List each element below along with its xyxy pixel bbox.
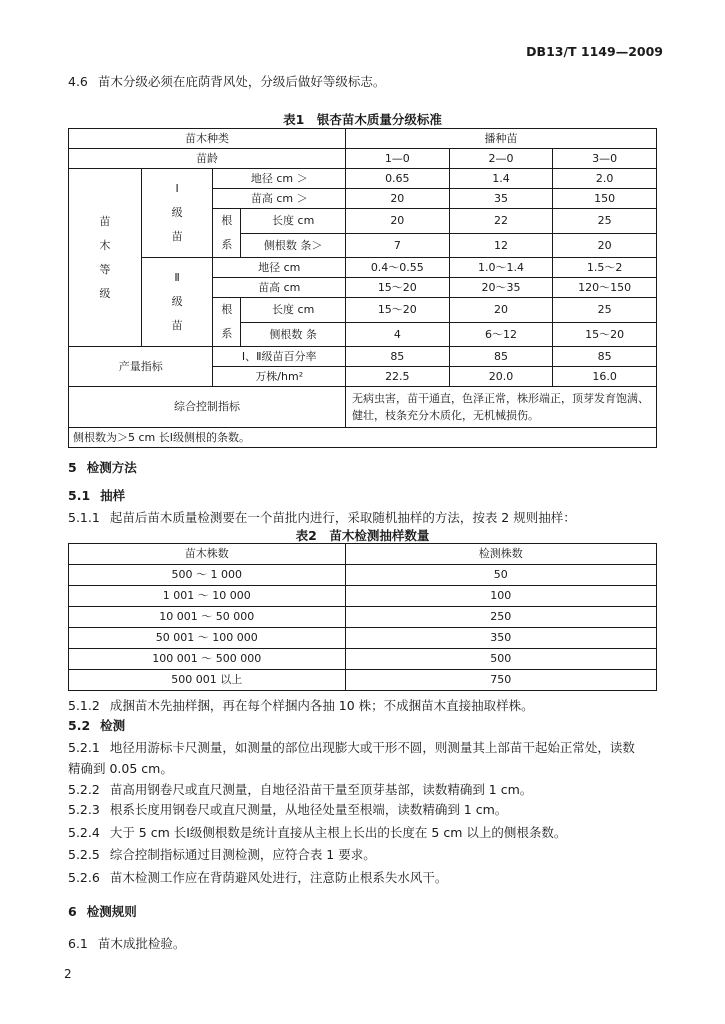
t1-g2-row-label: 地径 cm (213, 258, 346, 278)
table2-sampling-quantity (68, 543, 657, 691)
t2-range: 500 001 以上 (69, 670, 346, 691)
section-5-2-title: 5.2 检测 (68, 718, 126, 733)
t1-g2-row-label: 长度 cm (241, 298, 346, 323)
t2-sample: 250 (345, 607, 656, 628)
t1-g2-row-label: 苗高 cm (213, 278, 346, 298)
t1-age-label: 苗龄 (69, 149, 346, 169)
t1-cell: 15～20 (346, 278, 450, 298)
t1-head-seed: 播种苗 (346, 129, 657, 149)
t1-cell: 1.0～1.4 (449, 258, 553, 278)
t1-cell: 12 (449, 233, 553, 258)
t1-yield-row-label: 万株/hm² (213, 367, 346, 387)
t2-sample: 500 (345, 649, 656, 670)
clause-5-2-3: 5.2.3 根系长度用钢卷尺或直尺测量，从地径处量至根端，读数精确到 1 cm。 (68, 802, 508, 817)
t2-range: 1 001 ～ 10 000 (69, 586, 346, 607)
t1-cell: 20 (553, 233, 657, 258)
t1-cell: 7 (346, 233, 450, 258)
t1-root-label: 根系 (213, 209, 241, 258)
clause-5-1-2: 5.1.2 成捆苗木先抽样捆，再在每个样捆内各抽 10 株；不成捆苗木直接抽取样株。 (68, 698, 534, 713)
t1-cell: 25 (553, 209, 657, 234)
table1-grading-standard (68, 128, 657, 448)
t1-cell: 2.0 (553, 169, 657, 189)
clause-4-6: 4.6 苗木分级必须在庇荫背风处，分级后做好等级标志。 (68, 74, 386, 89)
t1-yield-label: 产量指标 (69, 347, 213, 387)
t1-root-label: 根系 (213, 298, 241, 347)
t2-range: 10 001 ～ 50 000 (69, 607, 346, 628)
t1-cell: 15～20 (553, 322, 657, 347)
t1-cell: 20.0 (449, 367, 553, 387)
t2-head-sample: 检测株数 (345, 544, 656, 565)
clause-5-2-2: 5.2.2 苗高用钢卷尺或直尺测量，自地径沿苗干量至顶芽基部，读数精确到 1 cm。 (68, 782, 533, 797)
t1-cell: 20 (346, 209, 450, 234)
t1-yield-row-label: Ⅰ、Ⅱ级苗百分率 (213, 347, 346, 367)
t2-sample: 50 (345, 565, 656, 586)
t1-cell: 22.5 (346, 367, 450, 387)
clause-5-2-6: 5.2.6 苗木检测工作应在背荫避风处进行，注意防止根系失水风干。 (68, 870, 448, 885)
section-6-title: 6 检测规则 (68, 904, 137, 919)
t1-cell: 120～150 (553, 278, 657, 298)
t1-cell: 25 (553, 298, 657, 323)
t1-g2-row-label: 侧根数 条 (241, 322, 346, 347)
t1-control-text: 无病虫害，苗干通直，色泽正常，株形端正，顶芽发育饱满、健壮，枝条充分木质化，无机械损伤。 (346, 387, 657, 428)
t1-cell: 20 (449, 298, 553, 323)
t1-cell: 1.5～2 (553, 258, 657, 278)
t1-g1-row-label: 地径 cm ＞ (213, 169, 346, 189)
t2-sample: 100 (345, 586, 656, 607)
section-5-1-title: 5.1 抽样 (68, 488, 126, 503)
doc-code: DB13/T 1149—2009 (526, 44, 663, 59)
page-number: 2 (64, 967, 72, 981)
t1-age-2: 2—0 (449, 149, 553, 169)
t1-cell: 85 (346, 347, 450, 367)
t2-sample: 750 (345, 670, 656, 691)
clause-5-2-4: 5.2.4 大于 5 cm 长Ⅰ级侧根数是统计直接从主根上长出的长度在 5 cm 以上的侧根条数。 (68, 825, 567, 840)
t1-age-3: 3—0 (553, 149, 657, 169)
t2-range: 50 001 ～ 100 000 (69, 628, 346, 649)
t1-g1-row-label: 侧根数 条＞ (241, 233, 346, 258)
table1-caption: 表1 银杏苗木质量分级标准 (283, 112, 442, 127)
clause-5-1-1: 5.1.1 起苗后苗木质量检测要在一个苗批内进行，采取随机抽样的方法，按表 2 规则抽样： (68, 510, 576, 525)
section-5-title: 5 检测方法 (68, 460, 137, 475)
t1-grade-group: 苗木等级 (69, 169, 142, 347)
t2-range: 100 001 ～ 500 000 (69, 649, 346, 670)
clause-6-1: 6.1 苗木成批检验。 (68, 936, 186, 951)
table2-caption: 表2 苗木检测抽样数量 (295, 528, 430, 543)
clause-5-2-1-cont: 精确到 0.05 cm。 (68, 761, 173, 776)
t1-g1-row-label: 长度 cm (241, 209, 346, 234)
t1-cell: 20～35 (449, 278, 553, 298)
t1-age-1: 1—0 (346, 149, 450, 169)
t1-grade2: Ⅱ级苗 (141, 258, 213, 347)
t1-cell: 35 (449, 189, 553, 209)
t1-cell: 15～20 (346, 298, 450, 323)
t1-cell: 0.65 (346, 169, 450, 189)
t1-control-label: 综合控制指标 (69, 387, 346, 428)
t1-cell: 85 (449, 347, 553, 367)
clause-5-2-1: 5.2.1 地径用游标卡尺测量，如测量的部位出现膨大或干形不圆，则测量其上部苗干起始正常处，读数 (68, 740, 635, 755)
t2-range: 500 ～ 1 000 (69, 565, 346, 586)
t1-cell: 22 (449, 209, 553, 234)
t1-cell: 20 (346, 189, 450, 209)
clause-5-2-5: 5.2.5 综合控制指标通过目测检测，应符合表 1 要求。 (68, 847, 376, 862)
t1-cell: 150 (553, 189, 657, 209)
t1-cell: 0.4～0.55 (346, 258, 450, 278)
t1-g1-row-label: 苗高 cm ＞ (213, 189, 346, 209)
t2-head-count: 苗木株数 (69, 544, 346, 565)
t1-cell: 85 (553, 347, 657, 367)
t1-head-type: 苗木种类 (69, 129, 346, 149)
t1-cell: 1.4 (449, 169, 553, 189)
t1-note: 侧根数为＞5 cm 长Ⅰ级侧根的条数。 (69, 428, 657, 448)
t1-cell: 6～12 (449, 322, 553, 347)
t1-grade1: Ⅰ级苗 (141, 169, 213, 258)
t1-cell: 4 (346, 322, 450, 347)
t2-sample: 350 (345, 628, 656, 649)
t1-cell: 16.0 (553, 367, 657, 387)
